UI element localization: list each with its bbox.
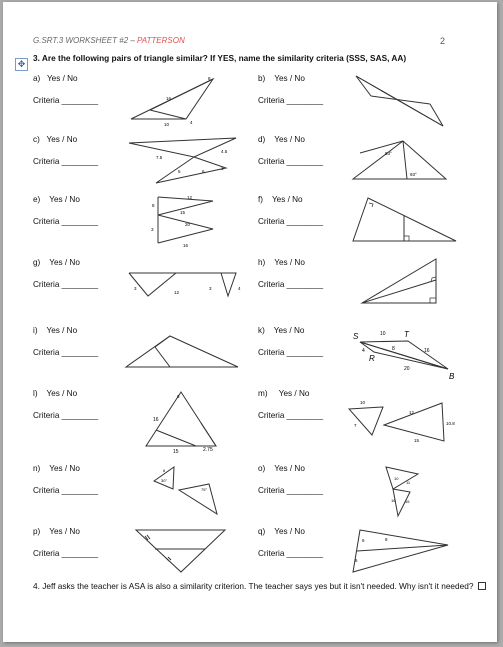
yes-no-prompt: e) Yes / No [33, 195, 80, 204]
label-93-deg: 93° [410, 172, 417, 177]
criteria-blank[interactable]: Criteria ________ [258, 348, 324, 357]
item-k [258, 326, 478, 386]
figure-n [151, 464, 231, 526]
question-3-prompt: 3. Are the following pairs of triangle similar? If YES, name the similarity criteria (SSS, SAS, AA) [33, 53, 407, 63]
criteria-blank[interactable]: Criteria ________ [33, 411, 99, 420]
label-20: 20 [404, 366, 410, 372]
label-4: 4 [362, 348, 365, 354]
figure-g [126, 258, 246, 308]
item-m [258, 389, 478, 449]
yes-no-prompt: b) Yes / No [258, 74, 305, 83]
label-10: 10 [360, 400, 366, 405]
vertex-t: T [404, 330, 409, 339]
figure-f [350, 195, 462, 247]
label-10-8: 10.8 [446, 421, 455, 426]
label-8: 8 [385, 537, 388, 542]
table-move-handle-icon[interactable]: ✥ [15, 58, 28, 71]
criteria-blank[interactable]: Criteria ________ [258, 549, 324, 558]
vertex-s: S [353, 332, 359, 341]
label-16: 16 [391, 498, 396, 503]
item-p [33, 527, 253, 587]
criteria-blank[interactable]: Criteria ________ [33, 217, 99, 226]
label-6: 6 [177, 394, 180, 399]
criteria-blank[interactable]: Criteria ________ [258, 280, 324, 289]
item-b [258, 74, 478, 134]
label-15: 15 [414, 438, 420, 443]
label-8: 8 [392, 346, 395, 352]
label-4: 4 [190, 120, 193, 125]
item-l [33, 389, 253, 455]
label-4: 4 [238, 286, 241, 291]
page-number: 2 [440, 36, 446, 46]
figure-p [133, 527, 233, 577]
item-n [33, 464, 253, 524]
label-12: 12 [187, 195, 193, 200]
label-10: 10 [164, 122, 170, 127]
checkbox-icon[interactable] [478, 582, 486, 590]
yes-no-prompt: a) Yes / No [33, 74, 78, 83]
item-h [258, 258, 478, 318]
figure-o [378, 464, 428, 524]
label-6: 6 [362, 538, 365, 543]
figure-l [141, 389, 231, 457]
label-3: 3 [134, 286, 137, 291]
worksheet-header [33, 36, 185, 45]
item-d [258, 135, 478, 195]
label-12: 12 [409, 410, 415, 415]
figure-b [353, 74, 463, 134]
label-16: 16 [424, 348, 430, 354]
yes-no-prompt: m) Yes / No [258, 389, 310, 398]
label-75-deg: 75° [201, 487, 208, 492]
item-a [33, 74, 253, 134]
item-g [33, 258, 253, 318]
label-5: 5 [178, 169, 181, 174]
label-4-5: 4.5 [221, 149, 228, 154]
label-15: 15 [180, 210, 186, 215]
yes-no-prompt: n) Yes / No [33, 464, 80, 473]
item-c [33, 135, 253, 195]
item-i [33, 326, 253, 386]
figure-m [346, 389, 461, 451]
item-q [258, 527, 478, 587]
label-8: 8 [152, 203, 155, 208]
label-6: 6 [355, 558, 358, 563]
criteria-blank[interactable]: Criteria ________ [258, 96, 324, 105]
label-20: 20 [185, 222, 191, 227]
figure-d [350, 135, 460, 195]
figure-k [348, 326, 463, 382]
label-30-deg: 30° [161, 478, 168, 483]
criteria-blank[interactable]: Criteria ________ [33, 96, 99, 105]
label-10: 10 [380, 331, 386, 337]
vertex-b: B [449, 372, 455, 381]
question-4-prompt: 4. Jeff asks the teacher is ASA is also a similarity criterion. The teacher says yes but it isn't needed. Why isn't it needed? [33, 581, 486, 591]
label-12: 12 [174, 290, 180, 295]
criteria-blank[interactable]: Criteria ________ [258, 411, 324, 420]
course-title: G.SRT.3 WORKSHEET #2 – [33, 36, 138, 45]
criteria-blank[interactable]: Criteria ________ [33, 486, 99, 495]
label-16: 16 [153, 417, 159, 423]
yes-no-prompt: i) Yes / No [33, 326, 78, 335]
label-15: 15 [405, 499, 410, 504]
criteria-blank[interactable]: Criteria ________ [33, 280, 99, 289]
criteria-blank[interactable]: Criteria ________ [258, 157, 324, 166]
yes-no-prompt: d) Yes / No [258, 135, 305, 144]
yes-no-prompt: h) Yes / No [258, 258, 305, 267]
figure-h [350, 258, 450, 313]
yes-no-prompt: g) Yes / No [33, 258, 80, 267]
label-3: 3 [151, 227, 154, 232]
item-o [258, 464, 478, 524]
vertex-r: R [369, 354, 375, 363]
criteria-blank[interactable]: Criteria ________ [258, 486, 324, 495]
label-11: 11 [406, 480, 411, 485]
label-8: 8 [208, 76, 211, 81]
figure-q [350, 527, 460, 577]
figure-a [128, 74, 243, 134]
criteria-blank[interactable]: Criteria ________ [33, 549, 99, 558]
figure-i [123, 326, 243, 374]
criteria-blank[interactable]: Criteria ________ [33, 157, 99, 166]
item-f [258, 195, 478, 255]
label-2-75: 2.75 [203, 447, 213, 453]
worksheet-page [3, 2, 497, 642]
figure-c [126, 135, 246, 195]
label-10: 10 [394, 476, 399, 481]
yes-no-prompt: f) Yes / No [258, 195, 303, 204]
teacher-name: PATTERSON [137, 36, 185, 45]
label-7: 7 [354, 423, 357, 428]
yes-no-prompt: q) Yes / No [258, 527, 305, 536]
label-3: 3 [221, 166, 224, 171]
label-16: 16 [166, 96, 172, 101]
figure-e [145, 195, 245, 257]
label-93-deg: 93° [385, 151, 392, 156]
item-e [33, 195, 253, 255]
label-6: 6 [163, 468, 166, 473]
yes-no-prompt: p) Yes / No [33, 527, 80, 536]
label-3: 3 [209, 286, 212, 291]
yes-no-prompt: l) Yes / No [33, 389, 78, 398]
yes-no-prompt: c) Yes / No [33, 135, 78, 144]
label-16: 16 [183, 243, 189, 248]
criteria-blank[interactable]: Criteria ________ [33, 348, 99, 357]
yes-no-prompt: k) Yes / No [258, 326, 305, 335]
label-6: 6 [202, 169, 205, 174]
criteria-blank[interactable]: Criteria ________ [258, 217, 324, 226]
label-7-5: 7.5 [156, 155, 163, 160]
label-15: 15 [173, 449, 179, 455]
yes-no-prompt: o) Yes / No [258, 464, 305, 473]
